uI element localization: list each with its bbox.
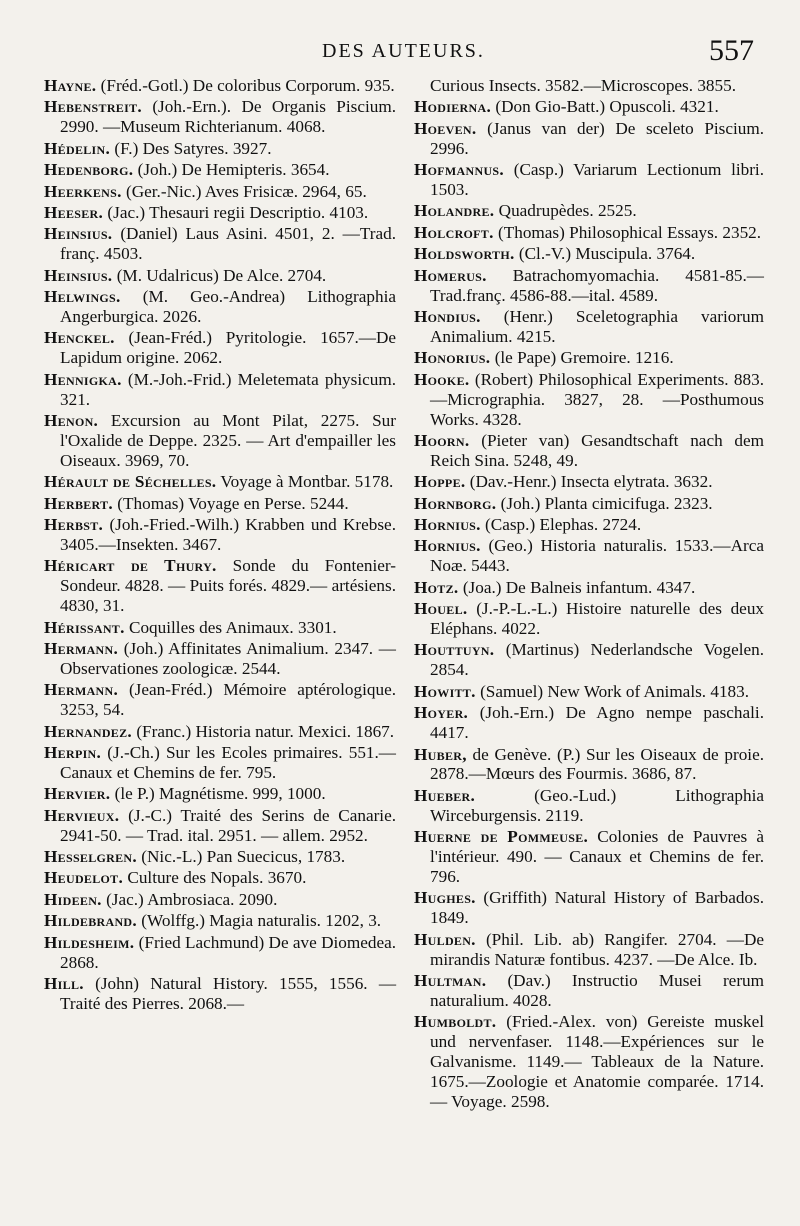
- index-entry: [414, 472, 764, 492]
- index-entry: [44, 868, 396, 888]
- entry-works: (Geo.) Historia naturalis. 1533.—Arca Noæ. 5443.: [430, 536, 765, 576]
- index-entry: [44, 287, 396, 327]
- entry-works: Voyage à Montbar. 5178.: [220, 472, 394, 492]
- entry-author: Hernandez.: [44, 721, 133, 741]
- entry-author: Hoyer.: [414, 703, 469, 723]
- entry-author: Houel.: [414, 599, 468, 619]
- continuation-text: Curious Insects. 3582.—Microscopes. 3855.: [430, 76, 737, 95]
- entry-works: (Samuel) New Work of Animals. 4183.: [480, 681, 750, 701]
- index-entry: [414, 244, 764, 264]
- entry-works: (le Pape) Gremoire. 1216.: [494, 348, 674, 368]
- entry-works: (Jean-Fréd.) Pyritologie. 1657.—De Lapidum origine. 2062.: [60, 328, 396, 368]
- index-entry: [44, 743, 396, 783]
- index-entry: [44, 933, 396, 973]
- entry-author: Holcroft.: [414, 222, 494, 242]
- index-entry: [414, 578, 764, 598]
- entry-author: Hornborg.: [414, 493, 497, 513]
- entry-works: (J.-Ch.) Sur les Ecoles primaires. 551.—Canaux et Chemins de fer. 795.: [60, 743, 396, 782]
- entry-works: (Robert) Philosophical Experiments. 883.—Micrographia. 3827, 28. —Posthumous Works. 4328.: [430, 369, 765, 429]
- entry-author: Hondius.: [414, 306, 481, 326]
- entry-author: Hoppe.: [414, 472, 466, 492]
- entry-author: Hervieux.: [44, 805, 120, 825]
- entry-author: Hornius.: [414, 515, 481, 535]
- entry-works: (Jac.) Thesauri regii Descriptio. 4103.: [107, 202, 369, 222]
- index-entry: [44, 160, 396, 180]
- entry-works: Culture des Nopals. 3670.: [127, 868, 307, 888]
- index-entry: [414, 599, 764, 639]
- index-entry: [414, 370, 764, 430]
- index-entry: [414, 119, 764, 159]
- entry-author: Hideen.: [44, 889, 102, 909]
- entry-author: Hofmannus.: [414, 160, 504, 180]
- entry-works: (M.-Joh.-Frid.) Meletemata physicum. 321.: [60, 369, 396, 409]
- entry-author: Hodierna.: [414, 97, 492, 117]
- entry-works: (Franc.) Historia natur. Mexici. 1867.: [136, 721, 395, 741]
- index-entry: [414, 515, 764, 535]
- index-entry: [44, 784, 396, 804]
- entry-author: Honorius.: [414, 348, 491, 368]
- index-entry: [44, 911, 396, 931]
- index-entry: [414, 682, 764, 702]
- entry-works: Coquilles des Animaux. 3301.: [129, 617, 337, 637]
- index-entry: [44, 266, 396, 286]
- index-entry: [414, 536, 764, 576]
- index-entry: [414, 97, 764, 117]
- entry-works: (Casp.) Variarum Lectionum libri. 1503.: [430, 160, 765, 200]
- entry-works: (Ger.-Nic.) Aves Frisicæ. 2964, 65.: [126, 181, 367, 201]
- entry-author: Heudelot.: [44, 868, 124, 888]
- entry-works: (Dav.) Instructio Musei rerum naturalium. 4028.: [430, 970, 764, 1010]
- entry-author: Hill.: [44, 973, 84, 993]
- entry-author: Hulden.: [414, 929, 476, 949]
- index-entry: [44, 97, 396, 137]
- right-column: [414, 76, 764, 1113]
- index-entry: [44, 639, 396, 679]
- entry-author: Hédelin.: [44, 138, 111, 158]
- entry-author: Howitt.: [414, 681, 476, 701]
- entry-author: Humboldt.: [414, 1012, 497, 1032]
- index-entry: [414, 201, 764, 221]
- index-entry: [44, 556, 396, 616]
- entry-author: Herbert.: [44, 493, 113, 513]
- entry-author: Helwings.: [44, 287, 121, 307]
- entry-works: (Jean-Fréd.) Mémoire aptérologique. 3253, 54.: [60, 680, 396, 720]
- index-entry: [414, 930, 764, 970]
- index-entry: [414, 266, 764, 306]
- entry-author: Heinsius.: [44, 265, 113, 285]
- entry-works: Quadrupèdes. 2525.: [498, 201, 637, 221]
- entry-works: (Joh.-Ern.). De Organis Piscium. 2990. —Museum Richterianum. 4068.: [60, 97, 396, 137]
- index-entry: [44, 974, 396, 1014]
- entry-works: Batrachomyomachia. 4581-85.—Trad.franç. 4586-88.—ital. 4589.: [430, 265, 764, 305]
- entry-works: (Joh.) De Hemipteris. 3654.: [137, 160, 330, 180]
- index-entry: [44, 680, 396, 720]
- index-entry: [44, 76, 396, 96]
- index-entry: [44, 182, 396, 202]
- entry-works: (Pieter van) Gesandtschaft nach dem Reich Sina. 5248, 49.: [430, 430, 765, 470]
- entry-author: Houttuyn.: [414, 640, 495, 660]
- entry-works: (J.-P.-L.-L.) Histoire naturelle des deux Eléphans. 4022.: [430, 599, 765, 639]
- index-entry: [414, 703, 764, 743]
- entry-works: (John) Natural History. 1555, 1556. — Traité des Pierres. 2068.—: [60, 973, 397, 1013]
- entry-works: (le P.) Magnétisme. 999, 1000.: [114, 784, 326, 804]
- entry-author: Heerkens.: [44, 181, 122, 201]
- entry-author: Hornius.: [414, 536, 481, 556]
- index-entry: [44, 224, 396, 264]
- entry-author: Hesselgren.: [44, 847, 137, 867]
- index-entry: [44, 494, 396, 514]
- entry-author: Heeser.: [44, 202, 104, 222]
- entry-works: (Cl.-V.) Muscipula. 3764.: [518, 244, 696, 264]
- page-number: 557: [709, 34, 754, 67]
- index-entry: [44, 370, 396, 410]
- entry-works: (Fried.-Alex. von) Gereiste muskel und nervenfaser. 1148.—Expériences sur le Galvanisme. 1149.— Tableaux de la Nature. 1675.—Zoologie et Anatomie comparée. 1714. — Voyage. 2598.: [430, 1012, 764, 1111]
- index-entry: [44, 806, 396, 846]
- entry-author: Hervier.: [44, 784, 111, 804]
- entry-author: Hennigka.: [44, 369, 122, 389]
- entry-works: Colonies de Pauvres à l'intérieur. 490. — Canaux et Chemins de fer. 796.: [430, 827, 764, 886]
- entry-works: (M. Geo.-Andrea) Lithographia Angerburgica. 2026.: [60, 287, 396, 326]
- left-column: [44, 76, 396, 1015]
- entry-author: Henckel.: [44, 328, 115, 348]
- entry-works: (M. Udalricus) De Alce. 2704.: [116, 265, 327, 285]
- entry-works: (Daniel) Laus Asini. 4501, 2. —Trad. franç. 4503.: [60, 224, 397, 264]
- entry-works: (Martinus) Nederlandsche Vogelen. 2854.: [430, 640, 765, 680]
- entry-works: (Joh.-Fried.-Wilh.) Krabben und Krebse. 3405.—Insekten. 3467.: [60, 515, 396, 554]
- entry-works: de Genève. (P.) Sur les Oiseaux de proie. 2878.—Mœurs des Fourmis. 3686, 87.: [430, 744, 765, 784]
- entry-works: (Joh.) Planta cimicifuga. 2323.: [500, 493, 713, 513]
- entry-author: Henon.: [44, 411, 99, 430]
- entry-author: Hebenstreit.: [44, 97, 142, 117]
- entry-works: (Don Gio-Batt.) Opuscoli. 4321.: [495, 97, 719, 117]
- index-entry: [414, 786, 764, 826]
- index-entry: [414, 1012, 764, 1112]
- entry-works: (Jac.) Ambrosiaca. 2090.: [106, 889, 278, 909]
- entry-works: (Griffith) Natural History of Barbados. 1849.: [430, 888, 764, 928]
- index-entry: [44, 515, 396, 555]
- entry-author: Holdsworth.: [414, 244, 515, 264]
- index-entry: [414, 494, 764, 514]
- entry-works: (Henr.) Sceletographia variorum Animalium. 4215.: [430, 306, 765, 346]
- entry-author: Hermann.: [44, 680, 119, 700]
- index-entry: [414, 971, 764, 1011]
- entry-author: Hughes.: [414, 888, 476, 908]
- index-entry: [414, 307, 764, 347]
- index-entry: [44, 203, 396, 223]
- page-header: [0, 34, 800, 74]
- index-entry: [44, 472, 396, 492]
- entry-works: (Dav.-Henr.) Insecta elytrata. 3632.: [469, 472, 713, 492]
- entry-author: Hayne.: [44, 76, 97, 95]
- entry-works: (J.-C.) Traité des Serins de Canarie. 2941-50. — Trad. ital. 2951. — allem. 2952.: [60, 805, 397, 845]
- entry-author: Holandre.: [414, 201, 495, 221]
- index-entry: [414, 431, 764, 471]
- entry-author: Hérault de Séchelles.: [44, 472, 217, 492]
- entry-works: (Joh.-Ern.) De Agno nempe paschali. 4417.: [430, 703, 765, 743]
- index-entry: [414, 640, 764, 680]
- entry-author: Hildesheim.: [44, 932, 135, 952]
- entry-works: Excursion au Mont Pilat, 2275. Sur l'Oxalide de Deppe. 2325. — Art d'empailler les Oiseaux. 3969, 70.: [60, 411, 396, 470]
- entry-works: Sonde du Fontenier-Sondeur. 4828. — Puits forés. 4829.— artésiens. 4830, 31.: [60, 556, 396, 616]
- index-entry: [44, 847, 396, 867]
- entry-author: Hooke.: [414, 369, 470, 389]
- entry-works: (Phil. Lib. ab) Rangifer. 2704. —De mirandis Naturæ fontibus. 4237. —De Alce. Ib.: [430, 929, 764, 969]
- entry-author: Hoorn.: [414, 430, 470, 450]
- entry-author: Hildebrand.: [44, 911, 137, 931]
- index-entry: [414, 223, 764, 243]
- entry-works: (Fried Lachmund) De ave Diomedea. 2868.: [60, 932, 397, 972]
- entry-author: Héricart de Thury.: [44, 556, 217, 576]
- index-entry: [414, 827, 764, 887]
- entry-author: Herpin.: [44, 743, 102, 762]
- entry-works: (F.) Des Satyres. 3927.: [114, 138, 272, 158]
- entry-works: (Thomas) Philosophical Essays. 2352.: [498, 222, 762, 242]
- index-entry: [44, 411, 396, 471]
- entry-works: (Wolffg.) Magia naturalis. 1202, 3.: [141, 911, 382, 931]
- index-entry: [414, 888, 764, 928]
- entry-works: (Geo.-Lud.) Lithographia Wirceburgensis. 2119.: [430, 785, 764, 825]
- index-entry: [44, 618, 396, 638]
- entry-works: (Joh.) Affinitates Animalium. 2347. — Observationes zoologicæ. 2544.: [60, 638, 396, 678]
- entry-author: Hermann.: [44, 638, 119, 658]
- entry-works: (Thomas) Voyage en Perse. 5244.: [117, 493, 349, 513]
- index-entry: [44, 890, 396, 910]
- entry-author: Hultman.: [414, 970, 487, 990]
- running-head: DES AUTEURS.: [322, 40, 485, 62]
- entry-author: Huerne de Pommeuse.: [414, 827, 589, 847]
- entry-author: Huber,: [414, 744, 467, 764]
- index-entry: [414, 348, 764, 368]
- entry-author: Hérissant.: [44, 617, 125, 637]
- entry-author: Hoeven.: [414, 118, 477, 138]
- entry-works: (Casp.) Elephas. 2724.: [485, 515, 642, 535]
- entry-author: Hotz.: [414, 577, 459, 597]
- entry-author: Hedenborg.: [44, 160, 134, 180]
- entry-author: Herbst.: [44, 515, 104, 535]
- entry-works: (Joa.) De Balneis infantum. 4347.: [462, 577, 696, 597]
- entry-author: Homerus.: [414, 265, 487, 285]
- index-entry: [414, 745, 764, 785]
- entry-author: Hueber.: [414, 785, 476, 805]
- entry-works: (Janus van der) De sceleto Piscium. 2996.: [430, 118, 764, 158]
- index-entry: [44, 139, 396, 159]
- entry-works: (Nic.-L.) Pan Suecicus, 1783.: [141, 847, 346, 867]
- entry-author: Heinsius.: [44, 224, 113, 244]
- index-entry: [44, 328, 396, 368]
- index-entry: [414, 160, 764, 200]
- entry-works: (Fréd.-Gotl.) De coloribus Corporum. 935.: [100, 76, 395, 95]
- index-entry: [44, 722, 396, 742]
